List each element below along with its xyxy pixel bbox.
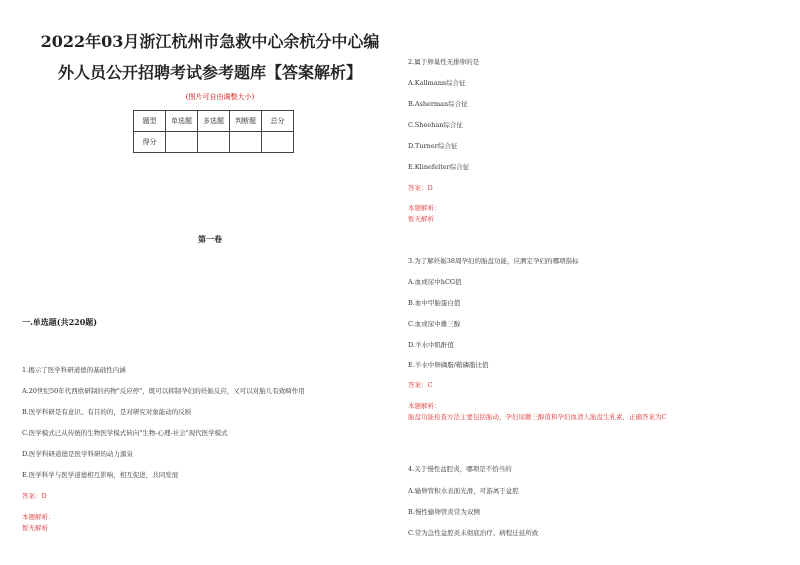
question-3-option-e: E.羊水中卵磷脂/鞘磷脂比值: [408, 361, 489, 369]
question-4-option-b: B.慢性输卵管炎常为双侧: [408, 508, 480, 516]
score-header-cell: 多选题: [198, 111, 230, 132]
score-row-label: 得分: [134, 132, 166, 153]
question-4-stem: 4.关于慢性盆腔炎，哪项是不恰当的: [408, 465, 512, 473]
question-3-answer: 答案：C: [408, 381, 433, 389]
image-resize-note: (图片可自由调整大小): [185, 93, 255, 101]
volume-title: 第一卷: [198, 234, 222, 244]
question-1-option-d: D.医学科研道德是医学科研的动力源泉: [22, 450, 134, 458]
score-table-header-row: [134, 111, 294, 132]
section-title: 一.单选题(共220题): [22, 317, 98, 327]
question-1-option-e: E.医学科学与医学道德相互影响，相互促进，共同发展: [22, 471, 179, 479]
question-2-option-c: C.Sheehan综合征: [408, 121, 463, 129]
question-2-analysis-label: 本题解析：: [408, 204, 441, 212]
question-3-option-b: B.血中甲胎蛋白值: [408, 299, 461, 307]
score-cell: [262, 132, 294, 153]
question-3-analysis-label: 本题解析：: [408, 402, 441, 410]
question-2-option-e: E.Klinefelter综合征: [408, 163, 470, 171]
score-cell: [166, 132, 198, 153]
score-header-cell: 总分: [262, 111, 294, 132]
score-table: [133, 110, 294, 153]
score-cell: [230, 132, 262, 153]
question-3-option-d: D.羊水中肌酐值: [408, 341, 455, 349]
score-header-cell: 题型: [134, 111, 166, 132]
score-cell: [198, 132, 230, 153]
question-3-stem: 3.为了解妊娠38周孕妇的胎盘功能，应测定孕妇的哪项指标: [408, 257, 579, 265]
question-2-answer: 答案：D: [408, 184, 433, 192]
question-1-answer: 答案：D: [22, 492, 47, 500]
question-3-option-a: A.血或尿中hCG值: [408, 278, 462, 286]
score-table-score-row: [134, 132, 294, 153]
question-2-option-a: A.Kallmann综合征: [408, 79, 466, 87]
document-title-line-1: 2022年03月浙江杭州市急救中心余杭分中心编: [40, 32, 380, 51]
question-1-option-a: A.20世纪50年代西欧研制的药物"反应停"，既可以抑制孕妇的妊娠反应，又可以对胎儿有致畸作用: [22, 387, 305, 395]
question-3-analysis: 胎盘功能检查方法主要包括胎动，孕妇尿雌三醇值和孕妇血清人胎盘生乳素，正确答案为C: [408, 413, 667, 421]
question-2-option-b: B.Asherman综合征: [408, 100, 468, 108]
score-header-cell: 单选题: [166, 111, 198, 132]
question-3-option-c: C.血或尿中雌三醇: [408, 320, 461, 328]
question-2-analysis: 暂无解析: [408, 215, 434, 223]
question-1-option-b: B.医学科研是有意识、有目的的，是对研究对象能动的反映: [22, 408, 192, 416]
question-2-stem: 2.属于卵巢性无排卵的是: [408, 58, 480, 66]
document-title-line-2: 外人员公开招聘考试参考题库【答案解析】: [57, 63, 362, 82]
question-2-option-d: D.Turner综合征: [408, 142, 458, 150]
question-1-analysis-label: 本题解析：: [22, 513, 55, 521]
question-1-stem: 1.揭示了医学科研道德的基础性内涵: [22, 366, 126, 374]
question-1-option-c: C.医学模式已从传统的生物医学模式转向"生物-心理-社会"现代医学模式: [22, 429, 228, 437]
question-4-option-a: A.输卵管积水表面光滑，可游离于盆腔: [408, 487, 519, 495]
question-1-analysis: 暂无解析: [22, 524, 48, 532]
score-header-cell: 判断题: [230, 111, 262, 132]
question-4-option-c: C.常为急性盆腔炎未彻底治疗、病程迁延所致: [408, 529, 539, 537]
